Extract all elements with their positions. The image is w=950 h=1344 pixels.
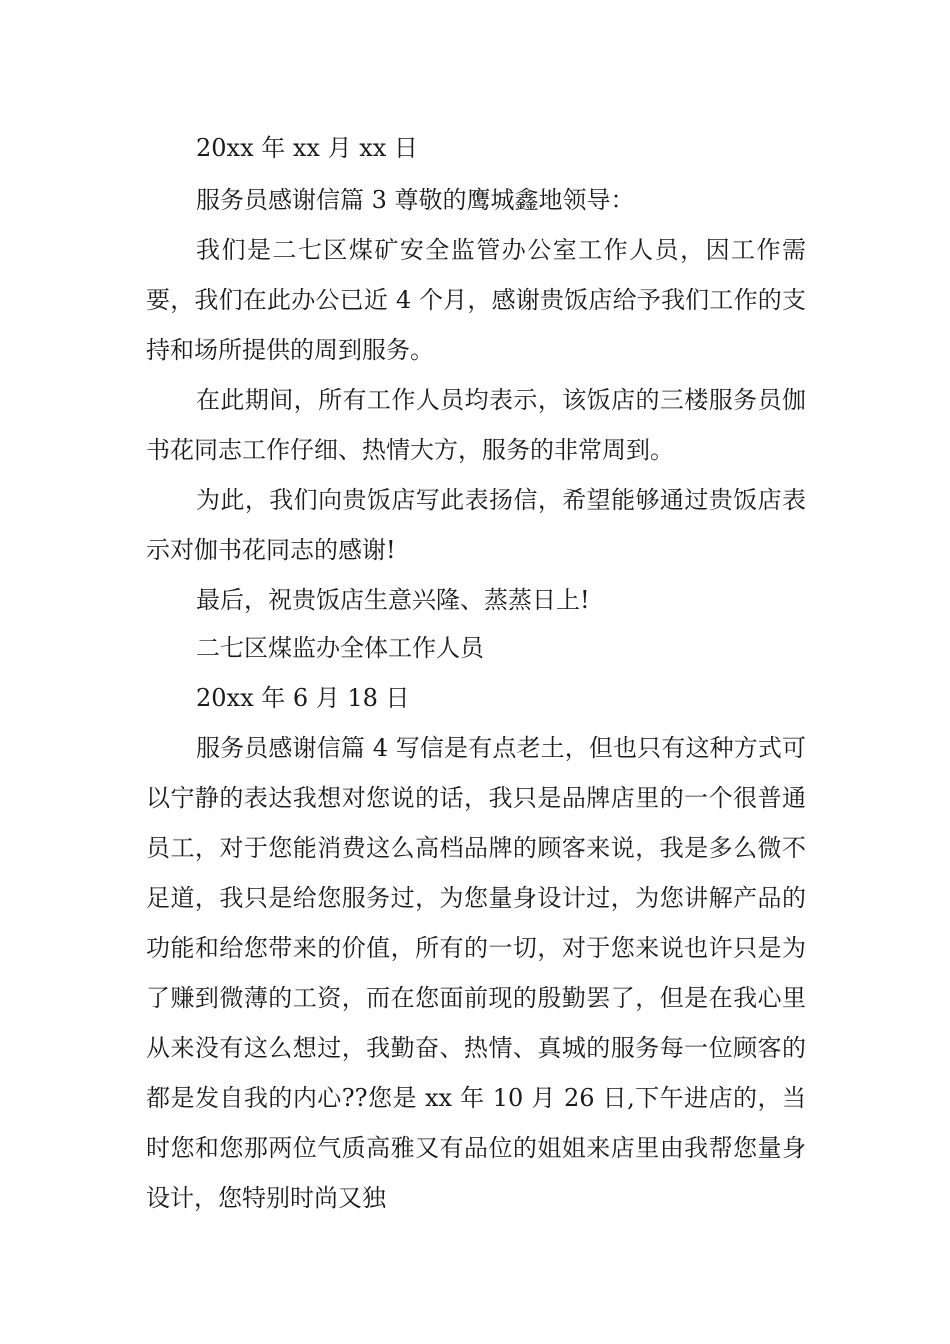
signature: 二七区煤监办全体工作人员 xyxy=(196,634,484,662)
paragraph-4: 服务员感谢信篇 4 写信是有点老土，但也只有这种方式可以宁静的表达我想对您说的话，我只是品牌店里的一个很普通员工，对于您能消费这么高档品牌的顾客来说，我是多么微不足道，我只是给您服务过，为您量身设计过，为您讲解产品的功能和给您带来的价值，所有的一切，对于您来说也许只是为了赚到微薄的工资，而在您面前现的殷勤罢了，但是在我心里从来没有这么想过，我勤奋、热情、真城的服务每一位顾客的都是发自我的内心??您是 xx 年 10 月 26 日,下午进店的，当时您和您那两位气质高雅又有品位的姐姐来店里由我帮您量身设计，您特别时尚又独 xyxy=(146,734,806,1212)
signature-date: 20xx 年 6 月 18 日 xyxy=(196,684,410,712)
paragraph-1: 我们是二七区煤矿安全监管办公室工作人员，因工作需要，我们在此办公已近 4 个月，感谢贵饭店给予我们工作的支持和场所提供的周到服务。 xyxy=(146,236,806,364)
paragraph-2: 在此期间，所有工作人员均表示，该饭店的三楼服务员伽书花同志工作仔细、热情大方，服务的非常周到。 xyxy=(146,386,806,464)
date-line: 20xx 年 xx 月 xx 日 xyxy=(196,134,418,162)
letter-heading: 服务员感谢信篇 3 尊敬的鹰城鑫地领导： xyxy=(196,186,635,214)
paragraph-3: 为此，我们向贵饭店写此表扬信，希望能够通过贵饭店表示对伽书花同志的感谢! xyxy=(146,486,806,564)
closing-wish: 最后，祝贵饭店生意兴隆、蒸蒸日上! xyxy=(196,586,590,614)
